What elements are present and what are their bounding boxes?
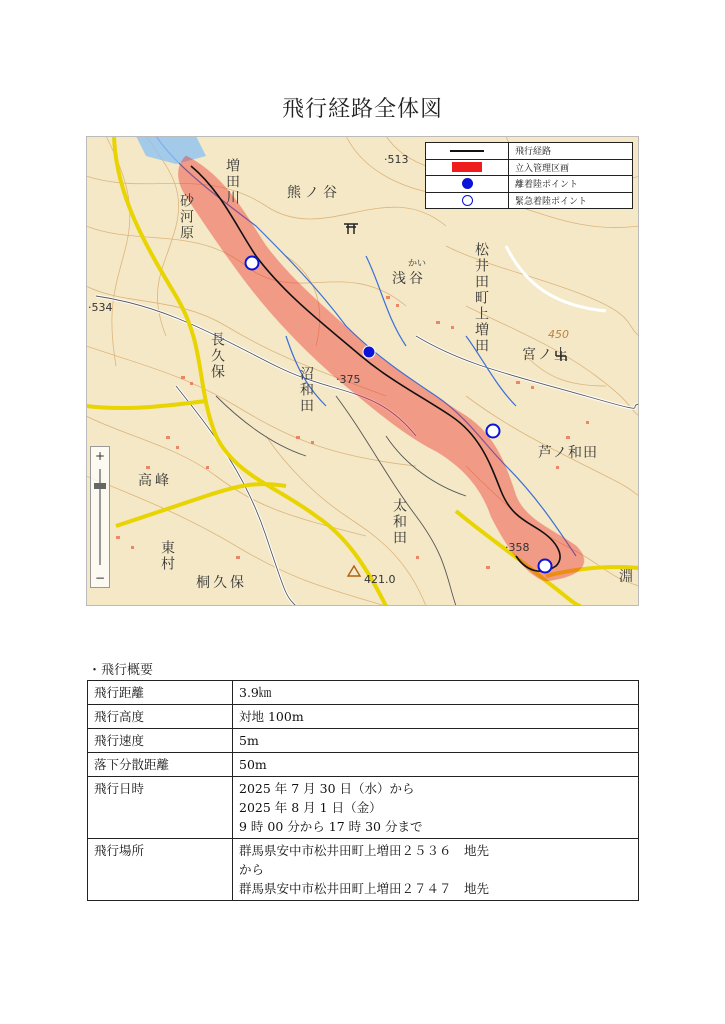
row-value: 対地 100m bbox=[233, 705, 639, 729]
row-key: 飛行速度 bbox=[88, 729, 233, 753]
map-legend bbox=[425, 142, 633, 209]
row-key: 飛行場所 bbox=[88, 839, 233, 901]
line-symbol-icon bbox=[450, 150, 484, 152]
legend-item-flight-path: 飛行経路 bbox=[426, 143, 632, 160]
flight-overview-table bbox=[87, 680, 639, 901]
page-title: 飛行経路全体図 bbox=[281, 97, 443, 122]
map-label: ·513 bbox=[384, 153, 409, 166]
map-label: 沼和田 bbox=[298, 366, 314, 414]
map-label: ·375 bbox=[336, 373, 361, 386]
value-line: 群馬県安中市松井田町上増田２５３６ 地先 bbox=[239, 843, 490, 858]
water-area bbox=[136, 136, 206, 164]
legend-item-landing-point: 離着陸ポイント bbox=[426, 176, 632, 193]
emergency-landing-point[interactable] bbox=[539, 560, 552, 573]
row-value bbox=[233, 839, 639, 901]
flight-route-map[interactable] bbox=[86, 136, 639, 606]
row-value bbox=[233, 777, 639, 839]
zoom-slider-handle[interactable] bbox=[94, 483, 106, 489]
table-row bbox=[88, 729, 639, 753]
map-label: 太和田 bbox=[391, 498, 407, 546]
map-label: 浅谷 bbox=[392, 271, 426, 287]
value-line: 2025 年 8 月 1 日（金） bbox=[239, 800, 382, 815]
row-key: 落下分散距離 bbox=[88, 753, 233, 777]
table-row bbox=[88, 705, 639, 729]
row-key: 飛行距離 bbox=[88, 681, 233, 705]
zoom-in-icon[interactable]: + bbox=[94, 449, 106, 463]
map-label: 450 bbox=[548, 328, 569, 341]
map-label: ·358 bbox=[505, 541, 530, 554]
legend-item-restricted-area: 立入管理区画 bbox=[426, 160, 632, 177]
row-key: 飛行日時 bbox=[88, 777, 233, 839]
row-value: 5m bbox=[233, 729, 639, 753]
value-line: から bbox=[239, 862, 265, 877]
table-row bbox=[88, 839, 639, 901]
value-line: 2025 年 7 月 30 日（水）から bbox=[239, 781, 415, 796]
table-row bbox=[88, 777, 639, 839]
map-label: 淵 bbox=[619, 569, 633, 585]
value-line: 群馬県安中市松井田町上増田２７４７ 地先 bbox=[239, 881, 490, 896]
map-label: 桐久保 bbox=[196, 575, 247, 591]
emergency-landing-point[interactable] bbox=[487, 425, 500, 438]
shrine-icon bbox=[344, 224, 358, 234]
emergency-landing-point[interactable] bbox=[246, 257, 259, 270]
map-label: 東村 bbox=[159, 540, 175, 572]
table-row bbox=[88, 753, 639, 777]
map-label: 宮ノ上 bbox=[522, 347, 570, 363]
map-label: 長久保 bbox=[209, 332, 225, 380]
section-heading: ・飛行概要 bbox=[88, 663, 154, 678]
map-label: 421.0 bbox=[364, 573, 396, 586]
open-circle-icon bbox=[462, 195, 473, 206]
zoom-out-icon[interactable]: − bbox=[94, 571, 106, 585]
filled-circle-icon bbox=[462, 178, 473, 189]
triangulation-point-icon bbox=[348, 566, 360, 576]
takeoff-landing-point[interactable] bbox=[363, 346, 375, 358]
row-key: 飛行高度 bbox=[88, 705, 233, 729]
map-label: ·534 bbox=[88, 301, 113, 314]
zoom-control[interactable] bbox=[90, 446, 110, 588]
legend-item-emergency-point: 緊急着陸ポイント bbox=[426, 193, 632, 209]
value-line: 9 時 00 分から 17 時 30 分まで bbox=[239, 819, 423, 834]
row-value: 50m bbox=[233, 753, 639, 777]
restricted-area bbox=[179, 153, 584, 581]
map-label: 熊ノ谷 bbox=[287, 185, 341, 201]
map-label: 砂河原 bbox=[178, 193, 194, 241]
map-label: かい bbox=[408, 259, 427, 269]
map-label: 芦ノ和田 bbox=[538, 445, 598, 461]
map-label: 増田川 bbox=[224, 158, 240, 206]
row-value: 3.9㎞ bbox=[233, 681, 639, 705]
table-row bbox=[88, 681, 639, 705]
map-label: 高峰 bbox=[138, 473, 172, 489]
red-area-symbol-icon bbox=[452, 162, 482, 172]
map-label: 松井田町上増田 bbox=[473, 242, 489, 354]
